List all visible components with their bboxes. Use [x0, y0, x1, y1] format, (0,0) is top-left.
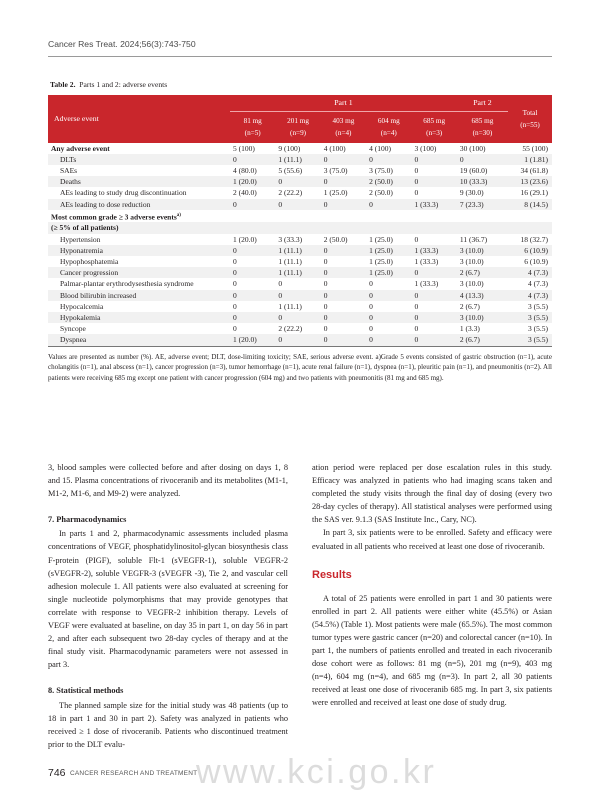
cell-value: 9 (100) — [278, 143, 301, 153]
cell-value — [321, 222, 366, 233]
page-number: 746 — [48, 767, 66, 779]
cell-value: 1 (20.0) — [230, 334, 275, 346]
cell-value: 0 — [230, 245, 275, 256]
cell-total: 4 (7.3) — [528, 279, 548, 289]
row-label-text: Cancer progression — [60, 268, 119, 278]
cell-value: 2 (50.0) — [369, 188, 393, 198]
header-part1: Part 1 — [230, 95, 457, 111]
cell-total: 6 (10.9) — [508, 245, 552, 256]
cell-value: 0 — [412, 267, 457, 278]
cell-value: 5 (100) — [233, 143, 255, 153]
row-label-text: Dyspnea — [60, 335, 87, 345]
cell-value: 0 — [321, 290, 366, 301]
cell-value — [230, 222, 275, 233]
cell-value: 0 — [321, 267, 366, 278]
cell-value: 0 — [230, 267, 275, 278]
row-label-text: Deaths — [60, 177, 81, 187]
cell-value: 9 (30.0) — [459, 188, 484, 198]
cell-total: 4 (7.3) — [508, 267, 552, 278]
cell-value: 0 — [230, 199, 275, 210]
header-dose-mg: 81 mg — [243, 116, 262, 125]
cell-value: 1 (3.3) — [459, 324, 480, 334]
cell-value: 0 — [366, 154, 411, 165]
cell-value: 1 (25.0) — [369, 257, 393, 267]
cell-value: 2 (6.7) — [459, 301, 480, 311]
row-label — [48, 334, 230, 346]
cell-value: 0 — [321, 176, 366, 187]
cell-value — [412, 210, 457, 223]
paragraph: In parts 1 and 2, pharmacodynamic assessments included plasma concentrations of VEGF, phosphatidylinositol-glycan biosynthesis class F-protein (PIGF), soluble Flt-1 (sVEGFR-1), soluble VEGFR-2 (sVEGFR-2), soluble VEGFR-3 (sVEGFR -3), Tie 2, and vascular cell adhesion molecule 1. All patients were also evaluated at screening for single nucleotide polymorphisms that may provide genotypes that correlate with response to VEGFR-2 inhibition therapy. Levels of VEGF were evaluated at baseline, on day 35 in part 1, on day 56 in part 2, and after each subsequent two 28-day cycles of therapy and at the final study visit. Pharmacodynamic parameters were not assessed in part 3. — [48, 529, 288, 670]
row-label-text: SAEs — [60, 165, 78, 175]
cell-total — [508, 222, 552, 233]
cell-value: 3 (33.3) — [278, 234, 303, 244]
cell-total: 55 (100) — [522, 143, 548, 153]
paragraph: A total of 25 patients were enrolled in part 1 and 30 patients were enrolled in part 2. All patients were either white (45.5%) or Asian (54.5%) (Table 1). Most patients were male (65.5%). The most common tumor types were gastric cancer (n=20) and colorectal cancer (n=10). In part 1, the numbers of patients enrolled and treated in each rivoceranib dose cohort were as follows: 81 mg (n=5), 201 mg (n=9), 403 mg (n=4), 604 mg (n=4), and 685 mg (n=3). In part 2, all 30 patients received at least one dose of rivoceranib 685 mg. In part 3, six patients were enrolled and received at least one dose of study drug. — [312, 593, 552, 708]
cell-value: 0 — [321, 154, 366, 165]
header-dose — [275, 111, 320, 143]
cell-value: 2 (50.0) — [323, 234, 348, 244]
table-row — [48, 290, 552, 301]
cell-value: 0 — [275, 290, 320, 301]
cell-total: 3 (5.5) — [528, 301, 548, 311]
cell-value: 2 (6.7) — [457, 334, 508, 346]
header-dose-n: (n=4) — [335, 128, 352, 137]
row-label — [48, 210, 230, 223]
cell-value: 1 (11.1) — [275, 267, 320, 278]
header-total — [508, 95, 552, 143]
cell-total — [508, 210, 552, 223]
row-label — [48, 165, 230, 176]
cell-value: 30 (100) — [459, 143, 486, 153]
journal-name-footer: CANCER RESEARCH AND TREATMENT — [70, 770, 198, 777]
cell-value: 0 — [321, 245, 366, 256]
row-label — [48, 312, 230, 323]
cell-value: 0 — [275, 176, 320, 187]
watermark: www.kci.go.kr — [196, 753, 437, 791]
adverse-events-table-block — [48, 80, 552, 383]
cell-value: 0 — [323, 279, 328, 289]
cell-value — [457, 210, 508, 223]
cell-value: 0 — [369, 301, 373, 311]
table-row — [48, 187, 552, 198]
cell-total: 13 (23.6) — [508, 176, 552, 187]
cell-value: 0 — [233, 257, 237, 267]
row-label — [48, 323, 230, 334]
table-row — [48, 154, 552, 165]
footnote-marker: a) — [176, 212, 181, 218]
header-dose-n: (n=3) — [426, 128, 443, 137]
header-dose — [321, 111, 366, 143]
row-label — [48, 187, 230, 198]
cell-total: 16 (29.1) — [520, 188, 548, 198]
cell-value — [275, 222, 320, 233]
table-row — [48, 301, 552, 312]
cell-value — [457, 222, 508, 233]
cell-value: 1 (11.1) — [278, 257, 302, 267]
table-row — [48, 176, 552, 187]
header-total-label: Total — [522, 108, 538, 117]
cell-value: 1 (33.3) — [412, 199, 457, 210]
cell-value — [275, 210, 320, 223]
cell-value: 0 — [412, 154, 457, 165]
cell-value: 1 (11.1) — [278, 301, 302, 311]
cell-total: 8 (14.5) — [508, 199, 552, 210]
table-row — [48, 222, 552, 233]
row-label — [48, 267, 230, 278]
cell-value: 0 — [366, 290, 411, 301]
cell-value: 11 (36.7) — [459, 234, 488, 244]
cell-value: 3 (75.0) — [369, 165, 393, 175]
adverse-events-table — [48, 95, 552, 347]
header-dose — [412, 111, 457, 143]
table-body — [48, 143, 552, 347]
table-row — [48, 334, 552, 346]
header-dose — [366, 111, 411, 143]
row-label — [48, 222, 230, 233]
cell-value: 3 (10.0) — [459, 279, 484, 289]
cell-value: 0 — [230, 290, 275, 301]
cell-value: 0 — [366, 334, 411, 346]
cell-total: 6 (10.9) — [524, 257, 548, 267]
row-label — [48, 245, 230, 256]
row-label — [48, 278, 230, 289]
row-label — [48, 154, 230, 165]
results-heading: Results — [312, 568, 352, 581]
header-dose-n: (n=9) — [290, 128, 307, 137]
cell-value: 3 (10.0) — [457, 312, 508, 323]
section-heading-statistical-methods: 8. Statistical methods — [48, 686, 124, 696]
cell-value: 5 (55.6) — [278, 165, 303, 175]
cell-value: 0 — [278, 279, 283, 289]
table-row — [48, 267, 552, 278]
cell-value: 1 (25.0) — [366, 245, 411, 256]
header-total-n: (n=55) — [520, 120, 540, 129]
cell-value: 1 (25.0) — [366, 267, 411, 278]
cell-value: 0 — [412, 176, 457, 187]
cell-value: 1 (20.0) — [233, 234, 257, 244]
row-label-text: Blood bilirubin increased — [60, 290, 137, 300]
row-label-text: AEs leading to dose reduction — [60, 199, 151, 209]
cell-value: 0 — [321, 199, 366, 210]
row-label-text: Most common grade ≥ 3 adverse events — [51, 212, 177, 222]
cell-value: 0 — [321, 334, 366, 346]
cell-value: 7 (23.3) — [457, 199, 508, 210]
cell-value — [321, 210, 366, 223]
cell-value: 0 — [412, 334, 457, 346]
header-dose-mg: 685 mg — [423, 116, 446, 125]
cell-value: 2 (40.0) — [233, 188, 257, 198]
table-row — [48, 256, 552, 267]
row-label — [48, 176, 230, 187]
cell-total: 1 (1.81) — [508, 154, 552, 165]
cell-value: 0 — [275, 312, 320, 323]
cell-value: 0 — [233, 279, 237, 289]
cell-value: 4 (100) — [369, 143, 391, 153]
row-label-text: Syncope — [60, 324, 86, 334]
cell-value: 1 (33.3) — [412, 245, 457, 256]
cell-total: 3 (5.5) — [508, 312, 552, 323]
cell-value: 0 — [233, 301, 237, 311]
table-row — [48, 199, 552, 210]
table-row — [48, 234, 552, 245]
paragraph: The planned sample size for the initial study was 48 patients (up to 18 in part 1 and 30 in part 2). Safety was analyzed in patients who received ≥ 1 dose of rivoceranib. Patients who discontinued treatment prior to the DLT evalu- — [48, 700, 288, 749]
paragraph: In part 3, six patients were to be enrolled. Safety and efficacy were evaluated in all patients who received at least one dose of rivoceranib. — [312, 528, 552, 551]
cell-value: 1 (11.1) — [275, 154, 320, 165]
cell-value: 1 (25.0) — [323, 188, 348, 198]
row-label — [48, 199, 230, 210]
right-column — [312, 461, 552, 710]
header-adverse-event: Adverse event — [48, 95, 230, 143]
cell-total: 4 (7.3) — [508, 290, 552, 301]
cell-value: 3 (10.0) — [457, 245, 508, 256]
row-label-text: Hypocalcemia — [60, 301, 104, 311]
table-footnote: Values are presented as number (%). AE, adverse event; DLT, dose-limiting toxicity; SAE, serious adverse event. a)Grade 5 events consisted of gastric obstruction (n=1), acute cholangitis (n=1), anal abscess (n=1), cancer progression (n=3), tumor hemorrhage (n=1), acute renal failure (n=1), dyspnea (n=1), pleuritic pain (n=1), and pneumonitis (n=2). All patients were receiving 685 mg except one patient with cancer progression (604 mg) and two patients with pneumonitis (81 mg and 685 mg). — [48, 352, 552, 382]
cell-total: 34 (61.8) — [520, 165, 548, 175]
row-label — [48, 301, 230, 312]
cell-value: 0 — [369, 324, 373, 334]
row-label-text: Hyponatremia — [60, 245, 103, 255]
row-label-text: (≥ 5% of all patients) — [51, 223, 119, 233]
row-label — [48, 256, 230, 267]
cell-value: 3 (10.0) — [459, 257, 484, 267]
cell-value: 0 — [323, 301, 328, 311]
header-rule — [48, 56, 552, 57]
cell-value: 19 (60.0) — [459, 165, 488, 175]
cell-value: 0 — [412, 290, 457, 301]
table-row — [48, 165, 552, 176]
row-label-text: DLTs — [60, 154, 77, 164]
cell-value: 4 (13.3) — [457, 290, 508, 301]
cell-value — [366, 210, 411, 223]
cell-value: 0 — [414, 234, 419, 244]
table-row — [48, 323, 552, 334]
cell-value: 4 (80.0) — [233, 165, 257, 175]
header-dose-mg: 604 mg — [377, 116, 400, 125]
running-head: Cancer Res Treat. 2024;56(3):743-750 — [48, 39, 196, 49]
header-dose-n: (n=4) — [380, 128, 397, 137]
header-dose — [230, 111, 275, 143]
table-caption-text: Parts 1 and 2: adverse events — [79, 80, 168, 89]
paragraph: ation period were replaced per dose escalation rules in this study. Efficacy was analyzed in patients who had imaging scans taken and completed the study visits through the final day of dosing (every two 28-day cycles of therapy). All statistical analyses were performed using the SAS ver. 9.1.3 (SAS Institute Inc., Cary, NC). — [312, 463, 552, 525]
cell-value: 2 (6.7) — [457, 267, 508, 278]
row-label — [48, 290, 230, 301]
row-label-text: Hypokalemia — [60, 313, 101, 323]
cell-value: 0 — [233, 324, 237, 334]
cell-value: 2 (22.2) — [278, 188, 303, 198]
header-dose-mg: 403 mg — [332, 116, 355, 125]
cell-value: 1 (11.1) — [275, 245, 320, 256]
table-caption-label: Table 2. — [50, 80, 76, 89]
cell-value — [366, 222, 411, 233]
section-heading-pharmacodynamics: 7. Pharmacodynamics — [48, 515, 127, 525]
cell-value: 0 — [457, 154, 508, 165]
cell-total: 3 (5.5) — [528, 324, 548, 334]
row-label-text: Hypertension — [60, 234, 101, 244]
header-dose-mg: 685 mg — [471, 116, 494, 125]
table-row — [48, 245, 552, 256]
row-label-text: Hypophosphatemia — [60, 257, 119, 267]
cell-value: 1 (20.0) — [230, 176, 275, 187]
left-column — [48, 461, 288, 751]
paragraph: 3, blood samples were collected before and after dosing on days 1, 8 and 15. Plasma concentrations of rivoceranib and its metabolites (M1-1, M1-2, M1-6, and M9-2) were analyzed. — [48, 463, 288, 499]
cell-value: 0 — [369, 279, 373, 289]
cell-value: 0 — [366, 199, 411, 210]
table-row — [48, 210, 552, 223]
row-label — [48, 143, 230, 154]
cell-total: 3 (5.5) — [508, 334, 552, 346]
table-caption — [50, 80, 552, 89]
header-dose — [457, 111, 508, 143]
cell-value: 0 — [414, 324, 419, 334]
table-row — [48, 278, 552, 289]
cell-value: 0 — [412, 312, 457, 323]
cell-value: 10 (33.3) — [457, 176, 508, 187]
cell-value: 0 — [275, 334, 320, 346]
cell-value: 0 — [414, 301, 419, 311]
table-row — [48, 312, 552, 323]
cell-value: 3 (75.0) — [323, 165, 348, 175]
header-dose-n: (n=5) — [244, 128, 261, 137]
cell-value: 1 (33.3) — [414, 279, 439, 289]
cell-total: 18 (32.7) — [520, 234, 548, 244]
cell-value: 0 — [414, 188, 419, 198]
cell-value: 2 (50.0) — [366, 176, 411, 187]
row-label-text: Palmar-plantar erythrodysesthesia syndrome — [60, 279, 194, 289]
cell-value: 0 — [230, 312, 275, 323]
cell-value: 0 — [275, 199, 320, 210]
cell-value: 0 — [230, 154, 275, 165]
header-part2: Part 2 — [457, 95, 508, 111]
cell-value — [412, 222, 457, 233]
row-label — [48, 234, 230, 245]
cell-value: 1 (25.0) — [369, 234, 393, 244]
cell-value: 3 (100) — [414, 143, 437, 153]
cell-value: 0 — [323, 324, 328, 334]
row-label-text: Any adverse event — [51, 143, 110, 153]
header-dose-mg: 201 mg — [287, 116, 309, 125]
cell-value: 0 — [366, 312, 411, 323]
header-dose-n: (n=30) — [472, 128, 493, 137]
cell-value: 1 (33.3) — [414, 257, 439, 267]
table-row — [48, 143, 552, 154]
cell-value: 0 — [321, 312, 366, 323]
cell-value: 0 — [323, 257, 328, 267]
cell-value: 2 (22.2) — [278, 324, 303, 334]
cell-value — [230, 210, 275, 223]
row-label-text: AEs leading to study drug discontinuation — [60, 188, 187, 198]
cell-value: 0 — [414, 165, 419, 175]
cell-value: 4 (100) — [323, 143, 346, 153]
